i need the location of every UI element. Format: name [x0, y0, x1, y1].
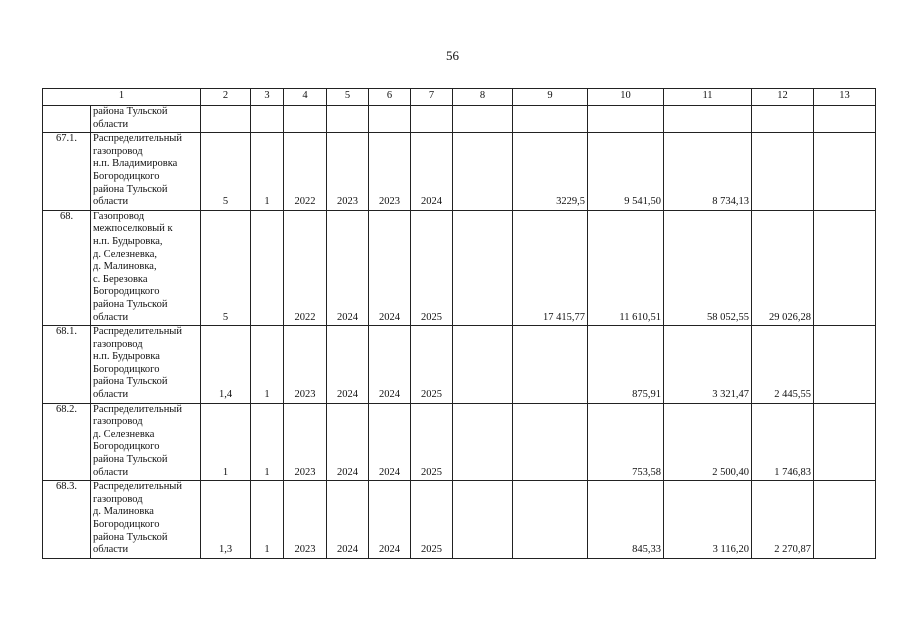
- cell-col13: [814, 481, 876, 559]
- cell-col11: [664, 106, 752, 133]
- cell-col3: [251, 106, 284, 133]
- cell-col3: 1: [251, 133, 284, 211]
- cell-col2: 5: [201, 210, 251, 325]
- cell-col9: [513, 326, 588, 404]
- cell-col9: [513, 481, 588, 559]
- table-row: [43, 133, 876, 211]
- cell-col3: 1: [251, 481, 284, 559]
- column-header: 10: [588, 89, 664, 106]
- cell-col7: 2025: [411, 403, 453, 481]
- cell-col10: [588, 106, 664, 133]
- cell-col12: 1 746,83: [752, 403, 814, 481]
- object-name: Распределительный газопровод д. Селезневка Богородицкого района Тульской области: [91, 403, 201, 481]
- cell-col5: 2024: [327, 326, 369, 404]
- column-header: 5: [327, 89, 369, 106]
- cell-col5: 2024: [327, 481, 369, 559]
- cell-col3: 1: [251, 326, 284, 404]
- cell-col3: 1: [251, 403, 284, 481]
- column-header: 8: [453, 89, 513, 106]
- cell-col6: 2024: [369, 210, 411, 325]
- cell-col6: 2024: [369, 326, 411, 404]
- row-number: 68.1.: [43, 326, 91, 404]
- table-row: [43, 326, 876, 404]
- column-header: 12: [752, 89, 814, 106]
- table-row: [43, 481, 876, 559]
- cell-col12: [752, 106, 814, 133]
- cell-col6: [369, 106, 411, 133]
- object-name: Газопровод межпоселковый к н.п. Будыровка, д. Селезневка, д. Малиновка, с. Березовка Богородицкого района Тульской области: [91, 210, 201, 325]
- cell-col5: 2024: [327, 210, 369, 325]
- cell-col10: 875,91: [588, 326, 664, 404]
- cell-col11: 8 734,13: [664, 133, 752, 211]
- column-header: 4: [284, 89, 327, 106]
- column-header: 6: [369, 89, 411, 106]
- column-header: 11: [664, 89, 752, 106]
- cell-col7: 2025: [411, 481, 453, 559]
- cell-col5: [327, 106, 369, 133]
- cell-col7: 2024: [411, 133, 453, 211]
- cell-col6: 2024: [369, 403, 411, 481]
- cell-col13: [814, 403, 876, 481]
- cell-col2: 1,4: [201, 326, 251, 404]
- cell-col10: 753,58: [588, 403, 664, 481]
- cell-col13: [814, 133, 876, 211]
- cell-col12: [752, 133, 814, 211]
- cell-col4: 2023: [284, 326, 327, 404]
- cell-col11: 3 321,47: [664, 326, 752, 404]
- cell-col2: 5: [201, 133, 251, 211]
- column-header: 1: [43, 89, 201, 106]
- cell-col2: [201, 106, 251, 133]
- cell-col12: 2 445,55: [752, 326, 814, 404]
- cell-col9: 3229,5: [513, 133, 588, 211]
- cell-col8: [453, 403, 513, 481]
- object-name: Распределительный газопровод н.п. Будыровка Богородицкого района Тульской области: [91, 326, 201, 404]
- row-number: 68.3.: [43, 481, 91, 559]
- cell-col4: 2022: [284, 133, 327, 211]
- table-row: [43, 106, 876, 133]
- cell-col8: [453, 481, 513, 559]
- cell-col11: 58 052,55: [664, 210, 752, 325]
- cell-col8: [453, 210, 513, 325]
- cell-col8: [453, 133, 513, 211]
- cell-col5: 2024: [327, 403, 369, 481]
- header-row: [43, 89, 876, 106]
- row-number: [43, 106, 91, 133]
- cell-col10: 845,33: [588, 481, 664, 559]
- cell-col9: [513, 106, 588, 133]
- cell-col7: 2025: [411, 326, 453, 404]
- column-header: 2: [201, 89, 251, 106]
- cell-col10: 9 541,50: [588, 133, 664, 211]
- cell-col11: 2 500,40: [664, 403, 752, 481]
- column-header: 13: [814, 89, 876, 106]
- cell-col3: [251, 210, 284, 325]
- cell-col13: [814, 326, 876, 404]
- cell-col11: 3 116,20: [664, 481, 752, 559]
- row-number: 67.1.: [43, 133, 91, 211]
- cell-col13: [814, 210, 876, 325]
- object-name: района Тульской области: [91, 106, 201, 133]
- cell-col9: 17 415,77: [513, 210, 588, 325]
- column-header: 3: [251, 89, 284, 106]
- cell-col2: 1,3: [201, 481, 251, 559]
- cell-col12: 2 270,87: [752, 481, 814, 559]
- table-row: [43, 403, 876, 481]
- cell-col7: 2025: [411, 210, 453, 325]
- table-row: [43, 210, 876, 325]
- object-name: Распределительный газопровод д. Малиновка Богородицкого района Тульской области: [91, 481, 201, 559]
- cell-col4: 2023: [284, 481, 327, 559]
- cell-col6: 2023: [369, 133, 411, 211]
- cell-col4: [284, 106, 327, 133]
- cell-col10: 11 610,51: [588, 210, 664, 325]
- data-table: [42, 88, 876, 559]
- cell-col4: 2023: [284, 403, 327, 481]
- row-number: 68.2.: [43, 403, 91, 481]
- column-header: 7: [411, 89, 453, 106]
- cell-col6: 2024: [369, 481, 411, 559]
- cell-col4: 2022: [284, 210, 327, 325]
- cell-col5: 2023: [327, 133, 369, 211]
- column-header: 9: [513, 89, 588, 106]
- cell-col9: [513, 403, 588, 481]
- cell-col12: 29 026,28: [752, 210, 814, 325]
- page-number: 56: [446, 48, 459, 63]
- cell-col2: 1: [201, 403, 251, 481]
- cell-col8: [453, 106, 513, 133]
- object-name: Распределительный газопровод н.п. Владимировка Богородицкого района Тульской области: [91, 133, 201, 211]
- cell-col8: [453, 326, 513, 404]
- cell-col13: [814, 106, 876, 133]
- cell-col7: [411, 106, 453, 133]
- row-number: 68.: [43, 210, 91, 325]
